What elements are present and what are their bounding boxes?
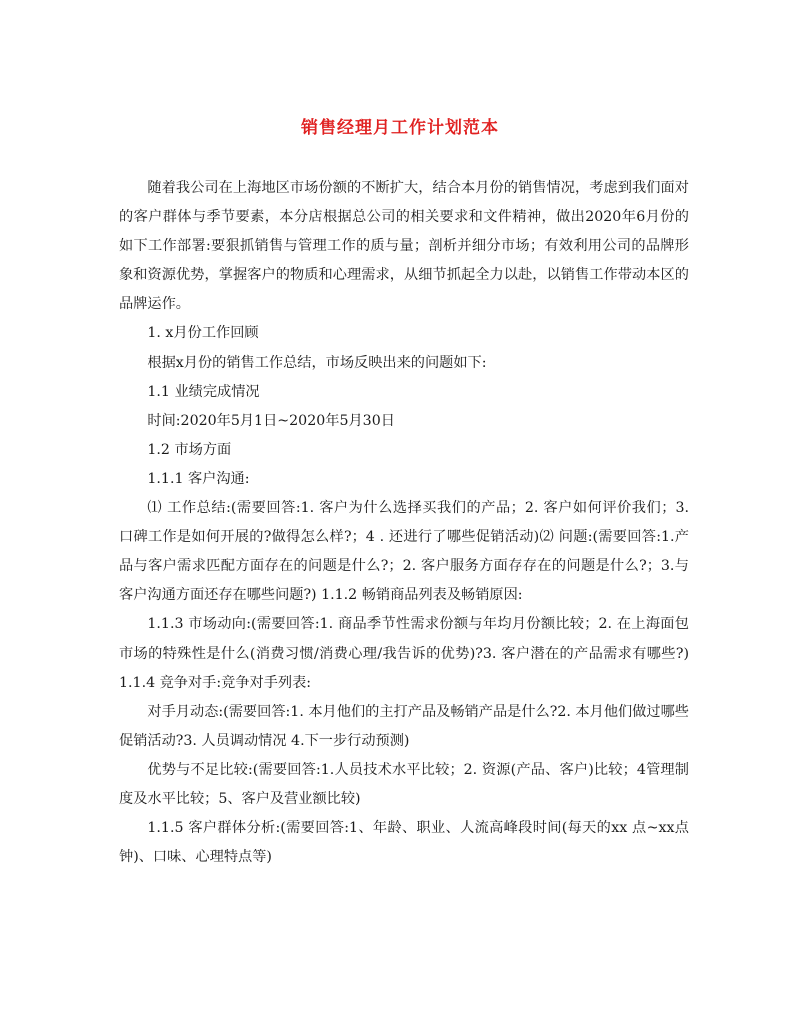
review-intro-line: 根据x月份的销售工作总结，市场反映出来的问题如下: xyxy=(147,354,487,371)
section-heading-review: 1. x月份工作回顾 xyxy=(147,325,259,342)
customer-group-analysis-paragraph: 1.1.5 客户群体分析:(需要回答:1、年龄、职业、人流高峰段时间(每天的xx 点~xx点钟)、口味、心理特点等) xyxy=(119,820,689,866)
section-heading-customer-communication: 1.1.1 客户沟通: xyxy=(147,470,250,487)
intro-paragraph: 随着我公司在上海地区市场份额的不断扩大，结合本月份的销售情况，考虑到我们面对的客户群体与季节要素，本分店根据总公司的相关要求和文件精神，做出2020年6月份的如下工作部署:要狠抓销售与管理工作的质与量；剖析并细分市场；有效利用公司的品牌形象和资源优势，掌握客户的物质和心理需求，从细节抓起全力以赴，以销售工作带动本区的品牌运作。 xyxy=(119,180,689,313)
document-body xyxy=(119,174,689,872)
competitor-dynamics-paragraph: 对手月动态:(需要回答:1. 本月他们的主打产品及畅销产品是什么?2. 本月他们做过哪些促销活动?3. 人员调动情况 4.下一步行动预测) xyxy=(119,703,689,749)
document-title: 销售经理月工作计划范本 xyxy=(301,118,499,138)
market-trend-paragraph: 1.1.3 市场动向:(需要回答:1. 商品季节性需求份额与年均月份额比较；2. 在上海面包市场的特殊性是什么(消费习惯/消费心理/我告诉的优势)?3. 客户潜在的产品需求有哪些?) 1.1.4 竞争对手:竞争对手列表: xyxy=(119,616,689,691)
time-range-line: 时间:2020年5月1日~2020年5月30日 xyxy=(147,412,395,429)
section-heading-performance: 1.1 业绩完成情况 xyxy=(147,383,260,400)
section-heading-market: 1.2 市场方面 xyxy=(147,441,232,458)
work-summary-paragraph: ⑴ 工作总结:(需要回答:1. 客户为什么选择买我们的产品；2. 客户如何评价我们；3. 口碑工作是如何开展的?做得怎么样?；4 . 还进行了哪些促销活动)⑵ 问题:(需要回答:1.产品与客户需求匹配方面存在的问题是什么?；2. 客户服务方面存存在的问题是什么?；3.与客户沟通方面还存在哪些问题?) 1.1.2 畅销商品列表及畅销原因: xyxy=(119,500,689,604)
strengths-weaknesses-paragraph: 优势与不足比较:(需要回答:1.人员技术水平比较；2. 资源(产品、客户)比较；4管理制度及水平比较；5、客户及营业额比较) xyxy=(119,761,689,807)
